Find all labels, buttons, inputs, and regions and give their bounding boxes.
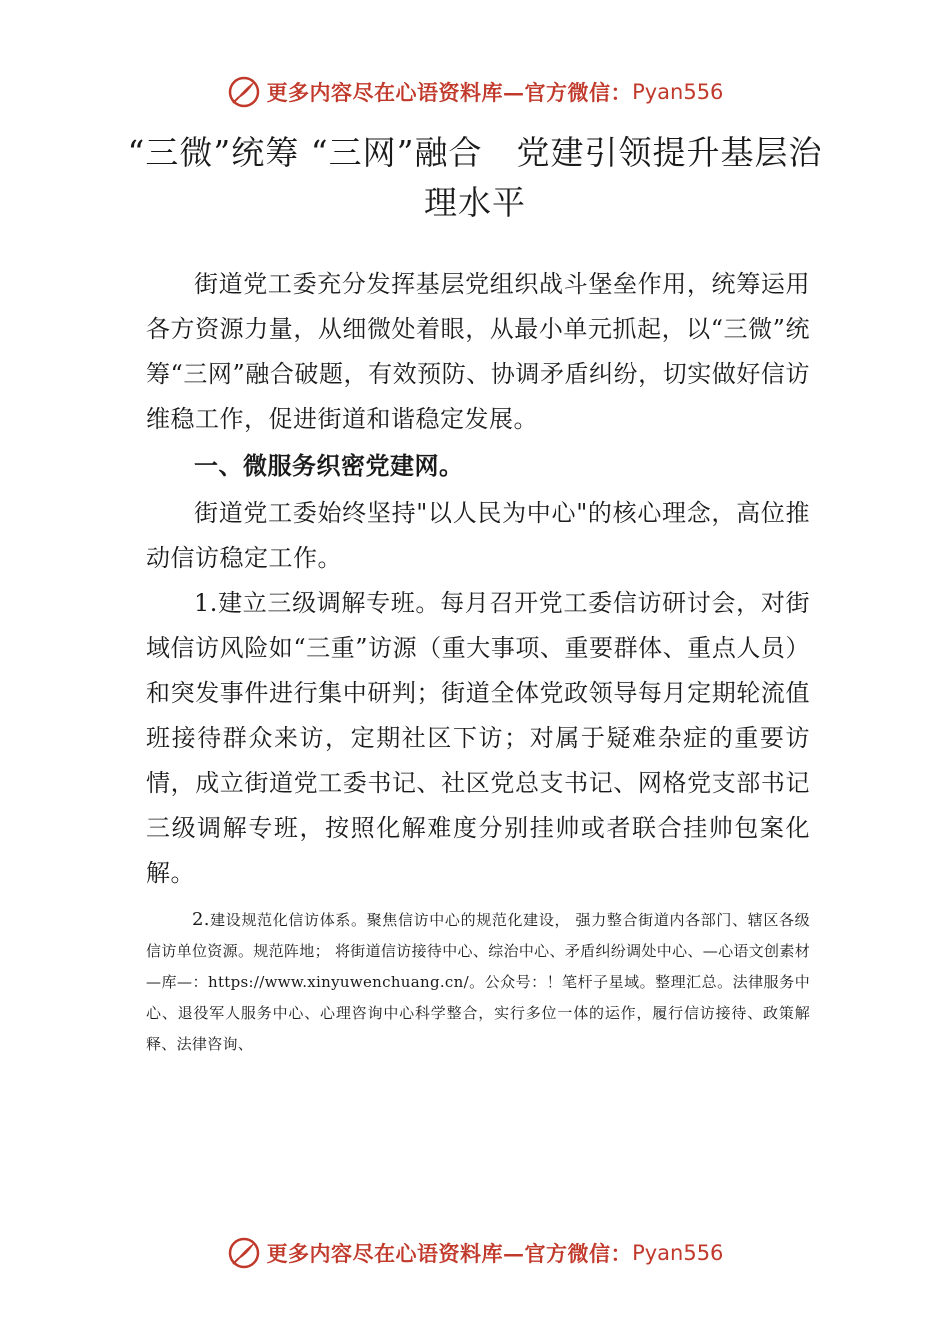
paragraph-4: [146, 904, 810, 1060]
document-body: [146, 262, 810, 1060]
section-heading-1: 一、微服务织密党建网。: [194, 452, 464, 480]
banner-text: 更多内容尽在心语资料库—官方微信：: [266, 80, 633, 105]
quill-pen-logo-icon: [227, 1236, 261, 1270]
title-line-2: 理水平: [424, 183, 526, 222]
banner-text: 更多内容尽在心语资料库—官方微信：: [266, 1241, 633, 1266]
paragraph-3: 1.建立三级调解专班。每月召开党工委信访研讨会，对街域信访风险如“三重”访源（重大事项、重要群体、重点人员）和突发事件进行集中研判；街道全体党政领导每月定期轮流值班接待群众来访，定期社区下访；对属于疑难杂症的重要访情，成立街道党工委书记、社区党总支书记、网格党支部书记三级调解专班，按照化解难度分别挂帅或者联合挂帅包案化解。: [146, 589, 810, 887]
paragraph-4-text: 建设规范化信访体系。聚焦信访中心的规范化建设， 强力整合街道内各部门、辖区各级信访单位资源。规范阵地； 将街道信访接待中心、综治中心、矛盾纠纷调处中心、—心语文创素材—库—：https://www.xinyuwenchuang.cn/。公众号：！笔杆子星域。整理汇总。法律服务中心、退役军人服务中心、心理咨询中心科学整合，实行多位一体的运作，履行信访接待、政策解释、法律咨询、: [146, 911, 810, 1053]
bottom-banner: [0, 1233, 950, 1273]
top-banner: [0, 72, 950, 112]
paragraph-2: 街道党工委始终坚持"以人民为中心"的核心理念，高位推动信访稳定工作。: [146, 499, 810, 572]
paragraph-4-number: 2.: [192, 909, 210, 930]
title-line-1: “三微”统筹 “三网”融合 党建引领提升基层治: [127, 133, 823, 172]
paragraph-intro: 街道党工委充分发挥基层党组织战斗堡垒作用，统筹运用各方资源力量，从细微处着眼，从最小单元抓起，以“三微”统筹“三网”融合破题，有效预防、协调矛盾纠纷，切实做好信访维稳工作，促进街道和谐稳定发展。: [146, 270, 810, 433]
banner-wechat-id: Pyan556: [632, 80, 724, 104]
quill-pen-logo-icon: [227, 75, 261, 109]
document-title: [100, 128, 850, 228]
banner-wechat-id: Pyan556: [632, 1241, 724, 1265]
